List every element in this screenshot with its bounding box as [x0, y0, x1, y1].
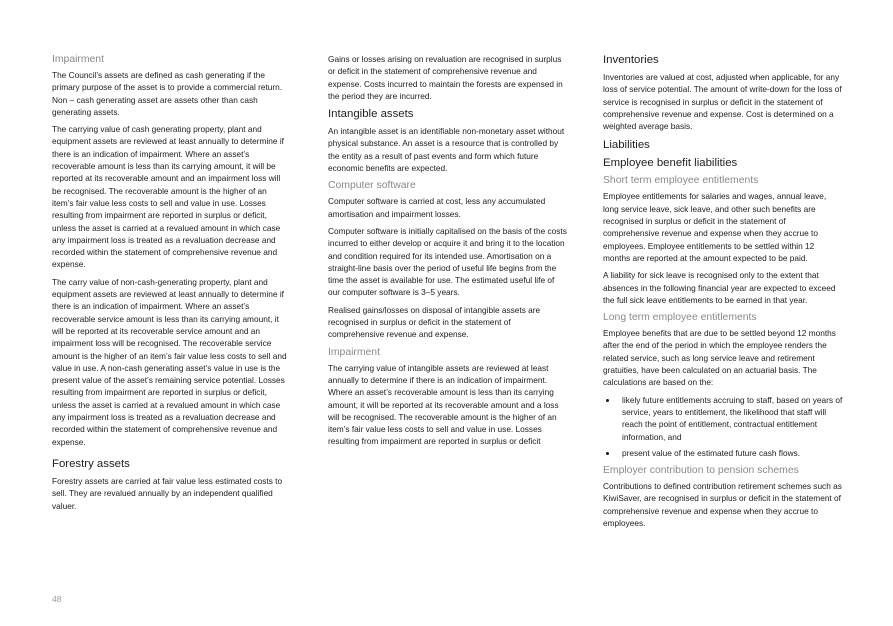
impairment-paragraph-3: The carry value of non-cash-generating property, plant and equipment assets are reviewed at least annually to determine if there is an indication of impairment. Where an asset’s recoverable service amount is less than its carrying amount, it will be reported at its recoverable service amount and an impairment loss will be recognised. The recoverable service amount is the higher of an item’s fair value less costs to sell and value in use. A non-cash generating asset’s value in use is the present value of the asset’s remaining service potential. Losses resulting from impairment are reported in surplus or deficit, unless the asset is carried at a revalued amount in which case any impairment loss is treated as a revaluation decrease and recorded within the statement of comprehensive revenue and expense. — [52, 276, 287, 447]
column-right — [603, 53, 843, 534]
employee-benefit-heading: Employee benefit liabilities — [603, 157, 738, 170]
page-number: 48 — [52, 594, 62, 604]
short-term-paragraph-1: Employee entitlements for salaries and wages, annual leave, long service leave, sick leave, and other such benefits are recognised in surplus or deficit in the statement of comprehensive revenue and expense when they accrue to employees. Employee entitlements to be settled within 12 months are reported at the amount expected to be paid. — [603, 191, 827, 263]
column-middle — [328, 53, 568, 453]
bullet-item: • present value of the estimated future cash flows. — [618, 447, 843, 459]
forestry-heading: Forestry assets — [52, 457, 130, 470]
software-heading: Computer software — [328, 180, 416, 192]
intangible-impairment-heading: Impairment — [328, 346, 380, 358]
forestry-paragraph-2: Gains or losses arising on revaluation are recognised in surplus or deficit in the statement of comprehensive revenue and expense. Costs incurred to maintain the forests are expensed in the period they are incurred. — [328, 54, 563, 101]
long-term-bullet-list — [603, 394, 843, 459]
inventories-paragraph: Inventories are valued at cost, adjusted when applicable, for any loss of service potential. The amount of write-down for the loss of service is recognised in surplus or deficit in the statement of comprehensive revenue and expense. Cost is determined on a weighted average basis. — [603, 72, 842, 132]
forestry-paragraph-1: Forestry assets are carried at fair value less estimated costs to sell. They are revalued annually by an independent qualified valuer. — [52, 475, 283, 511]
impairment-paragraph-1: The Council’s assets are defined as cash generating if the primary purpose of the asset is to provide a commercial return. Non – cash generating asset are assets other than cash generating assets. — [52, 70, 283, 117]
software-paragraph-1: Computer software is carried at cost, less any accumulated amortisation and impairment losses. — [328, 196, 546, 219]
liabilities-heading: Liabilities — [603, 139, 650, 152]
column-left — [52, 53, 290, 517]
software-paragraph-3: Realised gains/losses on disposal of intangible assets are recognised in surplus or deficit in the statement of comprehensive revenue and expense. — [328, 304, 541, 340]
long-term-paragraph: Employee benefits that are due to be settled beyond 12 months after the end of the period in which the employee renders the related service, such as long service leave and retirement gratuities, have been calculated on an actuarial basis. The calculations are based on the: — [603, 328, 836, 388]
software-paragraph-2: Computer software is initially capitalised on the basis of the costs incurred to either develop or acquire it and bring it to the location and condition required for its intended use. Amortisation on a straight-line basis over the period of useful life begins from the time the asset is available for use. The estimated useful life of our computer software is 3–5 years. — [328, 225, 567, 298]
bullet-item: • likely future entitlements accruing to staff, based on years of service, years to entitlement, the likelihood that staff will reach the point of entitlement, contractual entitlement information, and — [618, 394, 843, 443]
short-term-paragraph-2: A liability for sick leave is recognised only to the extent that absences in the following financial year are expected to exceed the full sick leave entitlements to be earned in that year. — [603, 270, 836, 305]
inventories-heading: Inventories — [603, 54, 659, 66]
pension-paragraph: Contributions to defined contribution retirement schemes such as KiwiSaver, are recognised in surplus or deficit in the statement of comprehensive revenue and expense when they accrue to employees. — [603, 481, 842, 529]
intangible-impairment-paragraph: The carrying value of intangible assets are reviewed at least annually to determine if there is an indication of impairment. Where an asset’s recoverable amount is less than its carrying amount, it will be reported at its recoverable amount and a loss will be recognised. The recoverable amount is the higher of an item’s fair value less costs to sell and value in use. Losses resulting from impairment are reported in surplus or deficit — [328, 362, 559, 447]
intangible-paragraph: An intangible asset is an identifiable non-monetary asset without physical substance. An asset is a resource that is controlled by the entity as a result of past events and form which future economic benefits are expected. — [328, 126, 565, 174]
impairment-heading: Impairment — [52, 54, 104, 65]
impairment-paragraph-2: The carrying value of cash generating property, plant and equipment assets are reviewed at least annually to determine if there is an indication of impairment. Where an asset’s recoverable amount is less than its carrying amount, it will be reported at its recoverable amount and an impairment loss will be recognised. The recoverable amount is the higher of an item’s fair value less costs to sell and value in use. Losses resulting from impairment are reported in surplus or deficit, unless the asset is carried at a revalued amount in which case any impairment loss is treated as a revaluation decrease and recorded within the statement of comprehensive revenue and expense. — [52, 124, 284, 270]
long-term-heading: Long term employee entitlements — [603, 312, 757, 324]
intangible-heading: Intangible assets — [328, 108, 414, 121]
pension-heading: Employer contribution to pension schemes — [603, 465, 799, 477]
short-term-heading: Short term employee entitlements — [603, 175, 759, 187]
